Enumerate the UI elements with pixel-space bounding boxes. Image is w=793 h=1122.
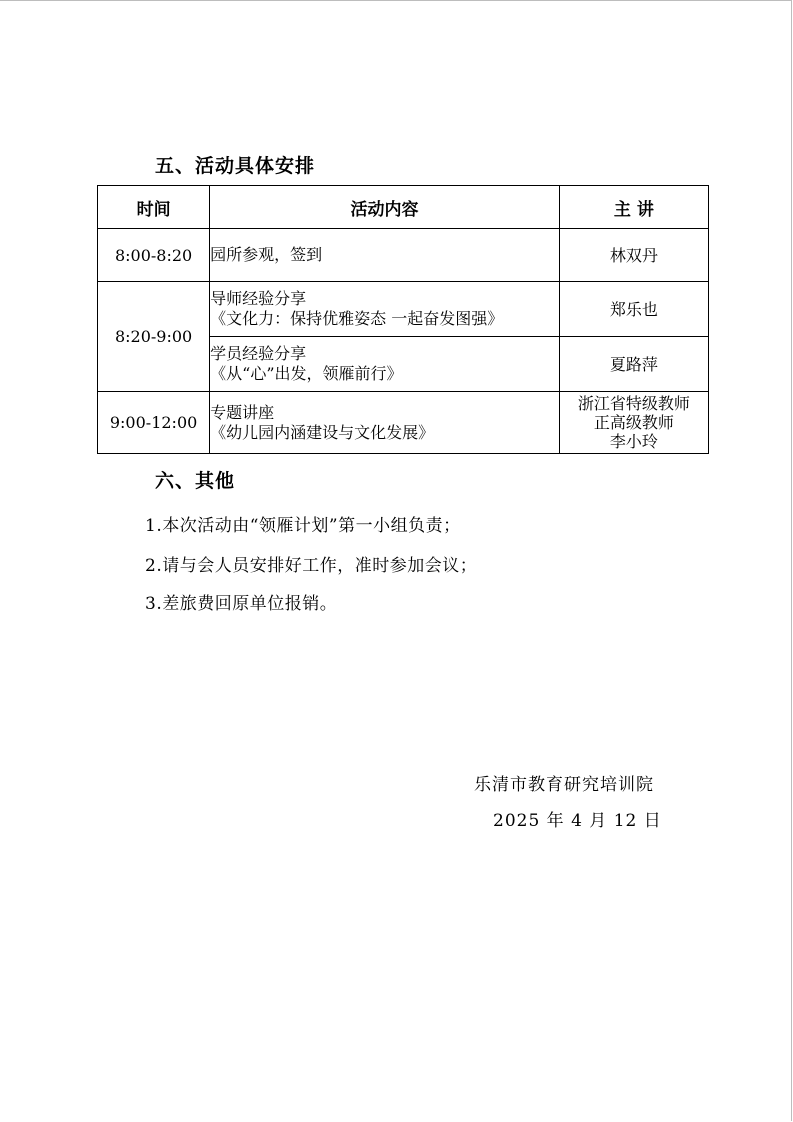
speaker-cell — [559, 229, 708, 282]
header-content: 活动内容 — [210, 186, 560, 229]
header-speaker: 主 讲 — [559, 186, 708, 229]
speaker-line: 林双丹 — [609, 245, 658, 265]
schedule-table — [97, 185, 709, 454]
content-line: 学员经验分享 — [210, 344, 307, 363]
content-cell — [210, 392, 560, 454]
section-heading-schedule: 五、活动具体安排 — [155, 155, 316, 177]
content-cell — [210, 282, 560, 337]
note-item: 3.差旅费回原单位报销。 — [145, 594, 338, 614]
table-row — [98, 392, 709, 454]
speaker-line: 正高级教师 — [593, 413, 674, 432]
content-line: 导师经验分享 — [210, 289, 307, 308]
content-cell — [210, 229, 560, 282]
content-line: 《文化力：保持优雅姿态 一起奋发图强》 — [210, 309, 504, 328]
content-line: 园所参观，签到 — [210, 245, 323, 264]
speaker-cell — [559, 337, 708, 392]
content-line: 《幼儿园内涵建设与文化发展》 — [210, 422, 435, 442]
note-item: 2.请与会人员安排好工作，准时参加会议； — [145, 556, 478, 576]
header-time: 时间 — [98, 186, 210, 229]
time-cell: 8:00-8:20 — [98, 229, 210, 282]
speaker-line: 浙江省特级教师 — [577, 394, 690, 413]
speaker-line: 夏路萍 — [609, 354, 658, 374]
table-row — [98, 282, 709, 337]
time-cell: 8:20-9:00 — [98, 282, 210, 392]
content-cell — [210, 337, 560, 392]
content-line: 专题讲座 — [210, 402, 275, 422]
issue-date: 2025 年 4 月 12 日 — [493, 811, 662, 831]
speaker-cell — [559, 392, 708, 454]
note-item: 1.本次活动由“领雁计划”第一小组负责； — [145, 516, 461, 536]
speaker-line: 郑乐也 — [609, 299, 658, 319]
table-row — [98, 229, 709, 282]
issuer-name: 乐清市教育研究培训院 — [474, 775, 654, 795]
time-cell: 9:00-12:00 — [98, 392, 210, 454]
speaker-cell — [559, 282, 708, 337]
section-heading-other: 六、其他 — [155, 470, 236, 492]
speaker-line: 李小玲 — [609, 432, 658, 451]
content-line: 《从“心”出发，领雁前行》 — [210, 364, 403, 383]
table-header-row — [98, 186, 709, 229]
